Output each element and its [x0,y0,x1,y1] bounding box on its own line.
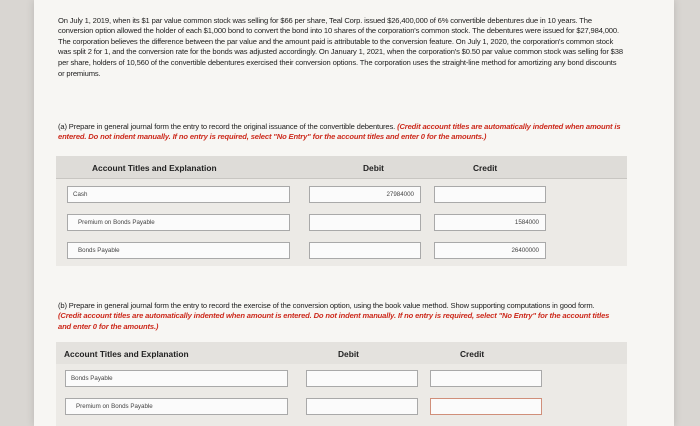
part-a-prompt [58,122,628,143]
part-b-prompt [58,301,618,333]
header-credit: Credit [473,163,498,173]
credit-input[interactable] [434,186,546,203]
account-title-input[interactable]: Cash [67,186,290,203]
credit-input[interactable]: 1584000 [434,214,546,231]
journal-header-a [56,156,627,179]
header-account: Account Titles and Explanation [92,163,217,173]
credit-input[interactable] [430,370,542,387]
part-a-prompt-text: (a) Prepare in general journal form the entry to record the original issuance of the convertible debentures. [58,121,396,131]
journal-row-b-2 [56,398,627,420]
header-account: Account Titles and Explanation [64,349,189,359]
credit-input[interactable] [430,398,542,415]
journal-row-b-1 [56,370,627,392]
textbook-page [34,0,674,426]
part-b-prompt-text: (b) Prepare in general journal form the entry to record the exercise of the conversion option, using the book value method. Show supporting computations in good form. [58,300,595,310]
journal-table-b [56,342,627,426]
problem-statement: On July 1, 2019, when its $1 par value common stock was selling for $66 per share, Teal Corp. issued $26,400,000 of 6% convertible debentures due in 10 years. The conversion option allowed the holder of each $1,000 bond to convert the bond into 10 shares of the corporation's common stock. The debentures were issued for $27,984,000. The corporation believes the difference between the par value and the amount paid is attributable to the conversion feature. On July 1, 2020, the corporation's common stock was split 2 for 1, and the conversion rate for the bonds was adjusted accordingly. On January 1, 2021, when the corporation's $0.50 par value common stock was selling for $38 per share, holders of 10,560 of the convertible debentures exercised their conversion options. The corporation uses the straight-line method for amortizing any bond discounts or premiums. [58,15,623,78]
account-title-input[interactable]: Bonds Payable [65,370,288,387]
debit-input[interactable]: 27984000 [309,186,421,203]
part-b-instruction: (Credit account titles are automatically indented when amount is entered. Do not indent manually. If no entry is required, select "No Entry" for the account titles and enter 0 for the amounts.) [58,311,610,331]
debit-input[interactable] [306,370,418,387]
debit-input[interactable] [309,242,421,259]
debit-input[interactable] [306,398,418,415]
journal-row-a-1 [56,186,627,208]
journal-header-b [56,342,627,364]
credit-input[interactable]: 26400000 [434,242,546,259]
account-title-input[interactable]: Premium on Bonds Payable [67,214,290,231]
debit-input[interactable] [309,214,421,231]
part-a-instruction: (Credit account titles are automatically indented when amount is entered. Do not indent manually. If no entry is required, select "No Entry" for the account titles and enter 0 for the amounts.) [58,121,621,142]
header-debit: Debit [363,163,384,173]
journal-row-a-3 [56,242,627,264]
journal-row-a-2 [56,214,627,236]
header-debit: Debit [338,349,359,359]
account-title-input[interactable]: Premium on Bonds Payable [65,398,288,415]
journal-table-a [56,156,627,266]
header-credit: Credit [460,349,485,359]
account-title-input[interactable]: Bonds Payable [67,242,290,259]
